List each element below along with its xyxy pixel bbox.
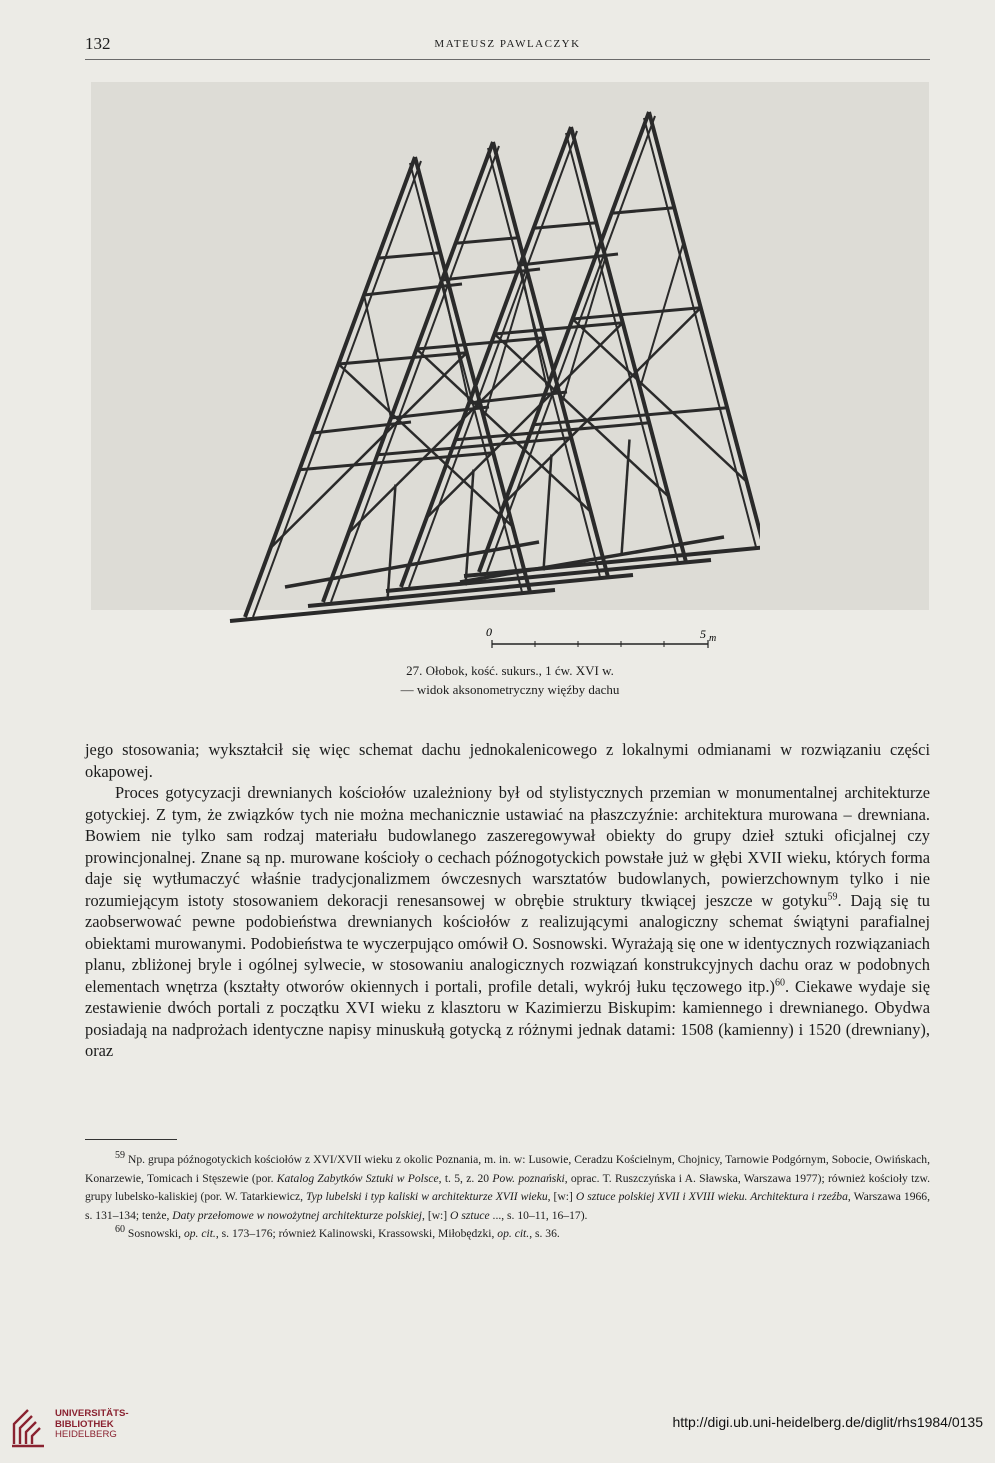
- truss-frame-1-post: [388, 485, 396, 601]
- truss-frame-1-collar-beam: [299, 453, 493, 470]
- footnote-59-title: O sztuce: [450, 1208, 490, 1222]
- footnote-59: [85, 1151, 930, 1225]
- footnote-59-text: Np. grupa późnogotyckich kościołów z XVI/XVII wieku z okolic Poznania, m. in. w: Lusowie, Ceradzu Kościelnym, Chojnicy, Tarnowie Podgórnym, Sobocie, Owińskach, Konarzewie, Tomicach i Stęszewie (por.: [85, 1153, 930, 1185]
- caption-line-2: — widok aksonometryczny więźby dachu: [400, 682, 620, 697]
- footnote-ref-59[interactable]: 59: [827, 891, 838, 903]
- truss-frame-3-collar-beam: [495, 323, 623, 334]
- footnote-rule: [85, 1139, 177, 1140]
- paragraph-2-part-a: Proces gotycyzacji drewnianych kościołów uzależniony był od stylistycznych przemian w monumentalnej architekturze gotyckiej. Z tym, że związków tych nie można mechanicznie ustawiać na płaszczyźnie: architektura murowana – drewniana. Bowiem nie tylko sam rodzaj materiału budowlanego zaszeregowywał obiekty do grupy dzieł sztuki oficjalnej czy prowincjonalnej. Znane są np. murowane kościoły o cechach późnogotyckich powstałe już w głębi XVII wieku, których forma daje się wytłumaczyć właśnie tradycjonalizmem ówczesnych warsztatów budowlanych, powierzchownym tylko i nie rozumiejącym istoty stosowaniem dekoracji renesansowej w obrębie struktury tkwiącej jeszcze w gotyku: [85, 783, 930, 910]
- footnote-59-title: Katalog Zabytków Sztuki w Polsce: [276, 1171, 439, 1185]
- footnote-59-title: Typ lubelski i typ kaliski w architekturze XVII wieku: [306, 1190, 548, 1204]
- logo-line-1: UNIVERSITÄTS-: [55, 1408, 129, 1419]
- footnote-60-text: , s. 36.: [529, 1227, 560, 1241]
- roof-truss-illustration: [200, 92, 760, 652]
- library-logo-text: [55, 1409, 129, 1441]
- running-head-author: MATEUSZ PAWLACZYK: [434, 38, 581, 50]
- footnote-59-text: , oprac. T. Ruszczyńska i A. Sławska, Warszawa 1977); również kościoły tzw. grupy lubelsko-kaliskiej (por. W. Tatarkiewicz,: [85, 1171, 931, 1204]
- truss-frame-1-rafter: [253, 161, 421, 617]
- truss-frame-3-tie-beam: [386, 560, 711, 591]
- paragraph-2-part-c: . Ciekawe wydaje się zestawienie dwóch portali z początku XVI wieku z klasztoru w Kazimierzu Biskupim: kamiennego i drewnianego. Obydwa posiadają na nadprożach identyczne napisy minuskułą gotycką z różnymi jednak datami: 1508 (kamienny) i 1520 (drewniany), oraz: [85, 976, 930, 1060]
- footnote-60-text: , s. 173–176; również Kalinowski, Krassowski, Miłobędzki,: [215, 1227, 498, 1241]
- scale-unit: m: [709, 633, 717, 644]
- footnote-60-text: Sosnowski,: [125, 1227, 184, 1241]
- figure-caption: [300, 661, 720, 699]
- footnote-59-text: , [w:]: [422, 1208, 451, 1222]
- longitudinal-beam: [364, 284, 462, 295]
- library-logo-icon[interactable]: [10, 1404, 48, 1448]
- scale-zero: 0: [486, 625, 492, 639]
- paragraph-2: [85, 782, 930, 1062]
- scale-end: 5: [700, 627, 706, 641]
- paragraph-2-part-b: . Dają się tu zaobserwować pewne podobieństwa drewnianych kościołów z realizującymi analogiczny schemat świątyni parafialnej obiektami murowanymi. Podobieństwa te wyczerpująco omówił O. Sosnowski. Wyrażają się one w identycznych rozwiązaniach planu, zbliżonej bryle i ogólnej sylwecie, w stosowaniu analogicznych rozwiązań konstrukcyjnych dachu oraz w podobnych elementach wnętrza (kształty otworów okiennych i portali, profile detali, wykrój łuku tęczowego itp.): [85, 890, 930, 996]
- truss-frame-4-brace: [505, 308, 701, 503]
- source-url-link[interactable]: http://digi.ub.uni-heidelberg.de/diglit/rhs1984/0135: [672, 1414, 983, 1430]
- page-number: 132: [85, 34, 111, 53]
- truss-frame-1-tie-beam: [230, 590, 555, 621]
- scale-bar: [486, 625, 716, 648]
- truss-frame-4-rafter: [644, 118, 756, 547]
- footnote-60-number: 60: [115, 1224, 125, 1236]
- longitudinal-brace: [640, 243, 684, 389]
- truss-frame-2-collar-beam: [417, 338, 545, 349]
- footnote-59-title: O sztuce polskiej XVII i XVIII wieku. Architektura i rzeźba: [575, 1190, 848, 1204]
- header-rule: [85, 59, 930, 60]
- footnote-59-number: 59: [115, 1150, 125, 1162]
- footnote-60: [85, 1225, 930, 1244]
- footnotes: [85, 1151, 930, 1244]
- truss-frame-2-collar-beam: [377, 438, 571, 455]
- footnote-59-text: , [w:]: [547, 1190, 576, 1204]
- truss-frame-1-collar-beam: [339, 353, 467, 364]
- paragraph-1: jego stosowania; wykształcił się więc schemat dachu jednokalenicowego z lokalnymi odmianami w rozwiązaniu części okapowej.: [85, 740, 930, 781]
- footnote-59-title: Daty przełomowe w nowożytnej architekturze polskiej: [172, 1208, 423, 1222]
- logo-line-3: HEIDELBERG: [55, 1429, 117, 1440]
- footnote-59-text: ..., s. 10–11, 16–17).: [489, 1208, 588, 1222]
- footnote-60-title: op. cit.: [183, 1227, 216, 1241]
- footnote-59-text: , Warszawa 1966, s. 131–134; tenże,: [85, 1190, 930, 1222]
- footnote-60-title: op. cit.: [497, 1227, 530, 1241]
- running-head: [85, 34, 930, 56]
- footnote-59-text: , t. 5, z. 20: [438, 1171, 493, 1185]
- footnote-59-title: Pow. poznański: [492, 1171, 565, 1185]
- digitization-footer: [0, 1390, 995, 1463]
- footnote-ref-60[interactable]: 60: [774, 977, 785, 989]
- caption-line-1: 27. Ołobok, kość. sukurs., 1 ćw. XVI w.: [406, 663, 614, 678]
- truss-frame-4-collar-beam: [573, 308, 701, 319]
- body-text: [85, 739, 930, 1062]
- logo-line-2: BIBLIOTHEK: [55, 1418, 114, 1430]
